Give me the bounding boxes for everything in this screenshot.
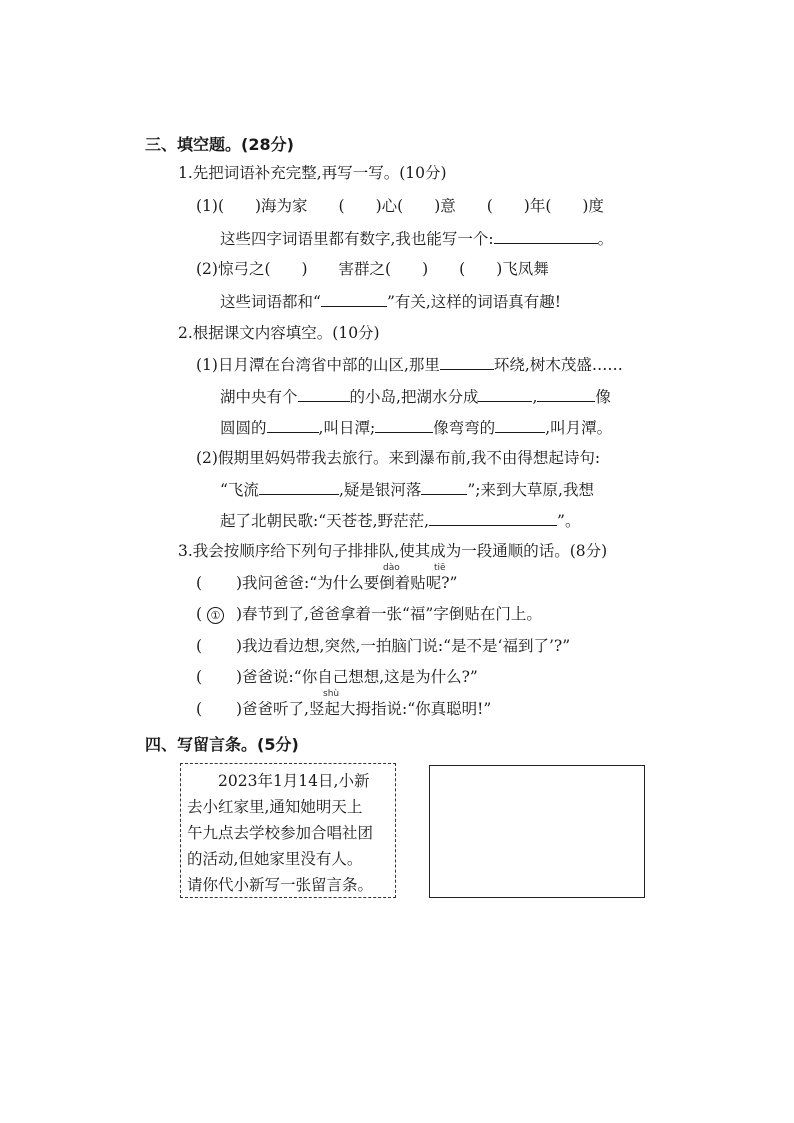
q2-text: ,叫日潭; [318,419,376,437]
order-text: )我问爸爸:“为什么要倒着贴呢?” [236,574,458,592]
pinyin-shu: shù [323,689,340,699]
q2-text: (1)日月潭在台湾省中部的山区,那里 [196,356,440,374]
pinyin-dao: dào [383,563,400,573]
order-text: )爸爸听了,竖起大拇指说:“你真聪明!” [236,700,492,718]
q1-row1-note [220,228,613,249]
order-number: ① [207,607,224,624]
q1-row1-note-text: 这些四字词语里都有数字,我也能写一个: [220,230,494,248]
section-4-title: 四、写留言条。(5分) [145,735,299,754]
note-line: 午九点去学校参加合唱社团 [187,824,374,842]
order-text: )我边看边想,突然,一拍脑门说:“是不是‘福到了’?” [236,637,571,655]
section-3-title: 三、填空题。(28分) [145,135,294,154]
answer-blank[interactable] [440,354,494,370]
q1-prompt: 1.先把词语补充完整,再写一写。(10分) [178,164,447,182]
answer-blank[interactable] [375,417,433,433]
answer-blank[interactable] [321,291,387,307]
q2-text: ”。 [557,512,581,530]
note-line: 去小红家里,通知她明天上 [187,798,363,816]
order-item-4 [196,667,478,687]
q2-p2-line2 [220,479,594,500]
answer-box[interactable] [429,765,645,898]
q2-text: ,疑是银河落 [338,481,422,499]
q2-p1-line3 [220,417,612,438]
answer-blank[interactable] [259,479,339,495]
answer-blank[interactable] [298,386,350,402]
q1-row1-note-end: 。 [597,230,614,248]
answer-blank[interactable] [478,386,532,402]
note-line: 2023年1月14日,小新 [187,772,370,790]
q2-text: 的小岛,把湖水分成 [349,388,479,406]
order-item-1 [196,573,457,593]
q2-text: ”;来到大草原,我想 [467,481,594,499]
order-bracket[interactable]: ( [196,668,203,686]
q1-row2: (2)惊弓之( ) 害群之( ) ( )飞凤舞 [196,260,549,278]
answer-blank[interactable] [494,228,598,244]
answer-blank[interactable] [421,479,467,495]
q2-p2-line1: (2)假期里妈妈带我去旅行。来到瀑布前,我不由得想起诗句: [196,449,601,467]
q2-text: “飞流 [220,481,259,499]
q2-text: ,叫月潭。 [545,419,613,437]
pinyin-tie: tiē [434,563,446,573]
q2-text: 像 [595,388,611,406]
answer-blank[interactable] [429,510,557,526]
q3-prompt: 3.我会按顺序给下列句子排排队,使其成为一段通顺的话。(8分) [178,542,608,560]
note-prompt-box [180,763,396,898]
answer-blank[interactable] [537,386,595,402]
q1-row2-note [220,291,561,312]
order-item-5 [196,699,491,719]
order-text: )春节到了,爸爸拿着一张“福”字倒贴在门上。 [236,605,542,623]
answer-blank[interactable] [495,417,545,433]
q1-row1: (1)( )海为家 ( )心( )意 ( )年( )度 [196,197,604,215]
q1-row2-note-end: ”有关,这样的词语真有趣! [386,293,562,311]
order-bracket[interactable]: ( [196,574,203,592]
q2-text: 圆圆的 [220,419,267,437]
q2-text: 像弯弯的 [433,419,496,437]
note-line: 请你代小新写一张留言条。 [187,876,374,894]
order-bracket[interactable]: ( ① [196,604,236,624]
q2-prompt: 2.根据课文内容填空。(10分) [178,324,380,342]
q2-p1-line1 [196,354,623,375]
order-bracket[interactable]: ( [196,700,203,718]
q2-text: 起了北朝民歌:“天苍苍,野茫茫, [220,512,430,530]
q2-text: 湖中央有个 [220,388,298,406]
q2-p2-line3 [220,510,580,531]
order-text: )爸爸说:“你自己想想,这是为什么?” [236,668,478,686]
q2-p1-line2 [220,386,611,407]
order-bracket[interactable]: ( [196,637,203,655]
q2-text: , [532,388,538,406]
note-line: 的活动,但她家里没有人。 [187,850,363,868]
q2-text: 环绕,树木茂盛…… [493,356,623,374]
order-item-2 [196,604,542,624]
q1-row2-note-text: 这些词语都和“ [220,293,321,311]
order-item-3 [196,636,570,656]
answer-blank[interactable] [267,417,319,433]
